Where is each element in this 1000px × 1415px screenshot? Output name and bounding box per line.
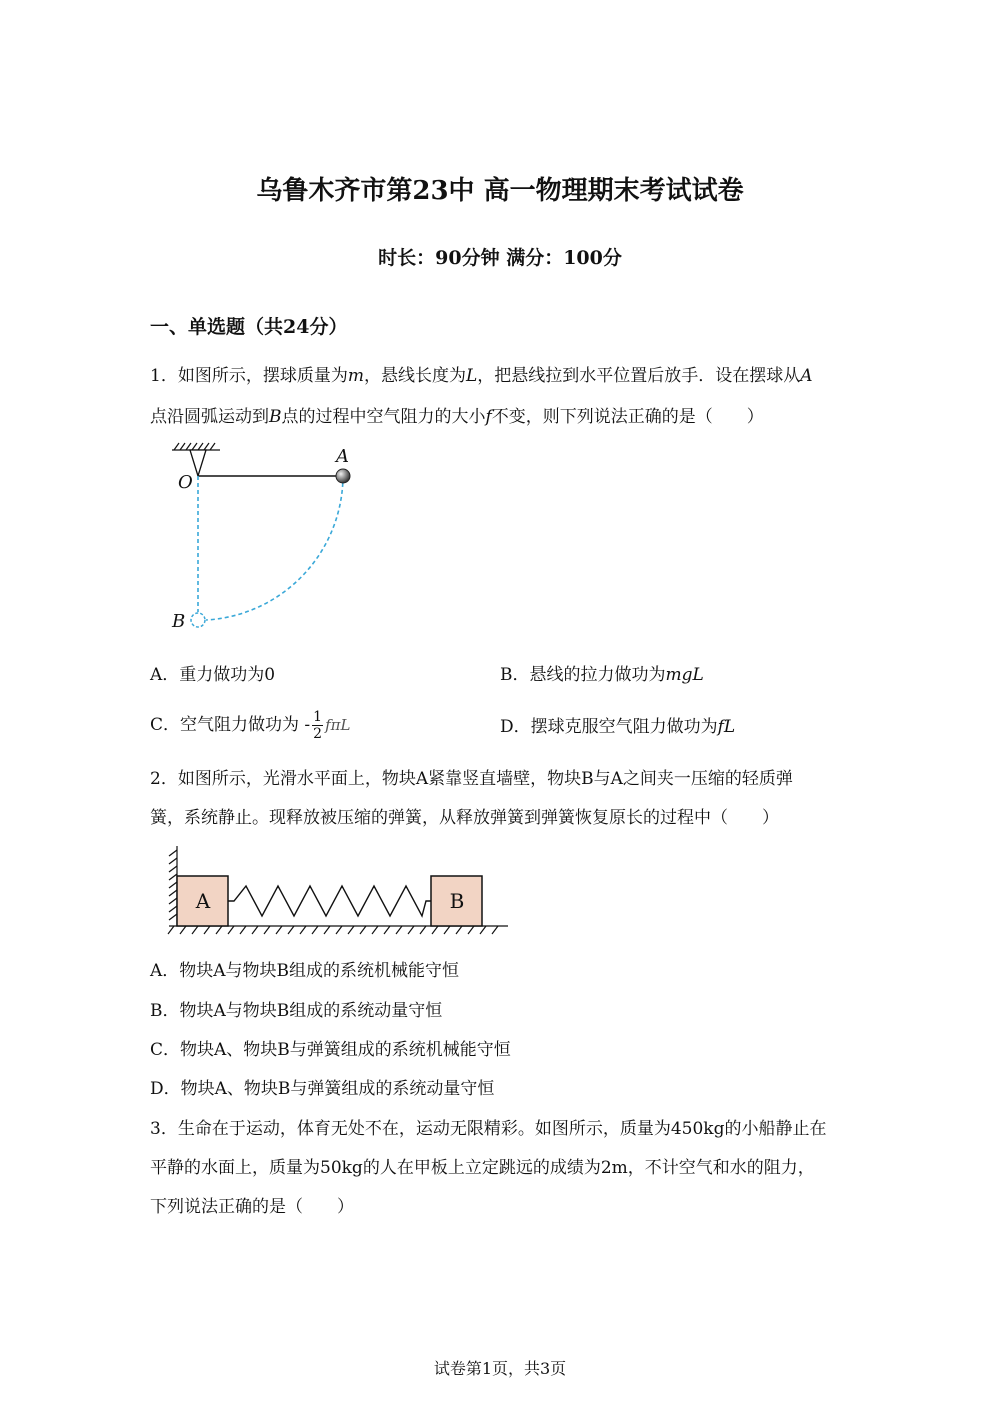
dashed-arc [206, 476, 343, 620]
label-A: A [336, 446, 349, 467]
q1-option-a[interactable]: A．重力做功为0 [150, 665, 276, 685]
label-O: O [178, 472, 193, 493]
ceiling-hatch [172, 443, 220, 450]
block-b-label: B [449, 889, 465, 913]
page-footer: 试卷第1页，共3页 [433, 1359, 567, 1378]
pendulum-ball [336, 469, 350, 483]
ball-ghost [191, 613, 205, 627]
q1-option-d[interactable]: D．摆球克服空气阻力做功为fL [500, 717, 736, 737]
q1-stem-line1: 1．如图所示，摆球质量为m，悬线长度为L，把悬线拉到水平位置后放手．设在摆球从A [150, 366, 813, 386]
floor [168, 926, 508, 934]
wall [169, 846, 177, 926]
spring [228, 886, 431, 916]
q1-option-b[interactable]: B．悬线的拉力做功为mgL [500, 665, 704, 685]
exam-title: 乌鲁木齐市第23中 高一物理期末考试试卷 [256, 176, 744, 206]
q2-option-c[interactable]: C．物块A、物块B与弹簧组成的系统机械能守恒 [150, 1040, 511, 1060]
block-a-label: A [195, 889, 211, 913]
q1-option-c[interactable]: C．空气阻力做功为 - $\frac{1}{2}$ fπL [150, 708, 351, 742]
q2-stem-line1: 2．如图所示，光滑水平面上，物块A紧靠竖直墙壁，物块B与A之间夹一压缩的轻质弹 [150, 769, 793, 789]
q2-stem-line2: 簧，系统静止。现释放被压缩的弹簧，从释放弹簧到弹簧恢复原长的过程中（ ） [150, 808, 779, 828]
fraction: $\frac{1}{2}$ [313, 708, 323, 742]
exam-subtitle: 时长：90分钟 满分：100分 [378, 247, 622, 269]
q2-option-a[interactable]: A．物块A与物块B组成的系统机械能守恒 [150, 961, 460, 981]
q3-stem-line1: 3．生命在于运动，体育无处不在，运动无限精彩。如图所示，质量为450kg的小船静止在 [150, 1119, 827, 1139]
label-B: B [172, 611, 186, 632]
q2-option-d[interactable]: D．物块A、物块B与弹簧组成的系统动量守恒 [150, 1079, 495, 1099]
q3-stem-line2: 平静的水面上，质量为50kg的人在甲板上立定跳远的成绩为2m，不计空气和水的阻力， [150, 1158, 815, 1178]
q3-stem-line3: 下列说法正确的是（ ） [150, 1197, 354, 1217]
pendulum-figure [160, 440, 370, 640]
spring-blocks-figure [160, 842, 520, 938]
q2-option-b[interactable]: B．物块A与物块B组成的系统动量守恒 [150, 1001, 443, 1021]
q1-stem-line2: 点沿圆弧运动到B点的过程中空气阻力的大小f不变，则下列说法正确的是（ ） [150, 407, 764, 427]
section-heading: 一、单选题（共24分） [150, 316, 348, 338]
